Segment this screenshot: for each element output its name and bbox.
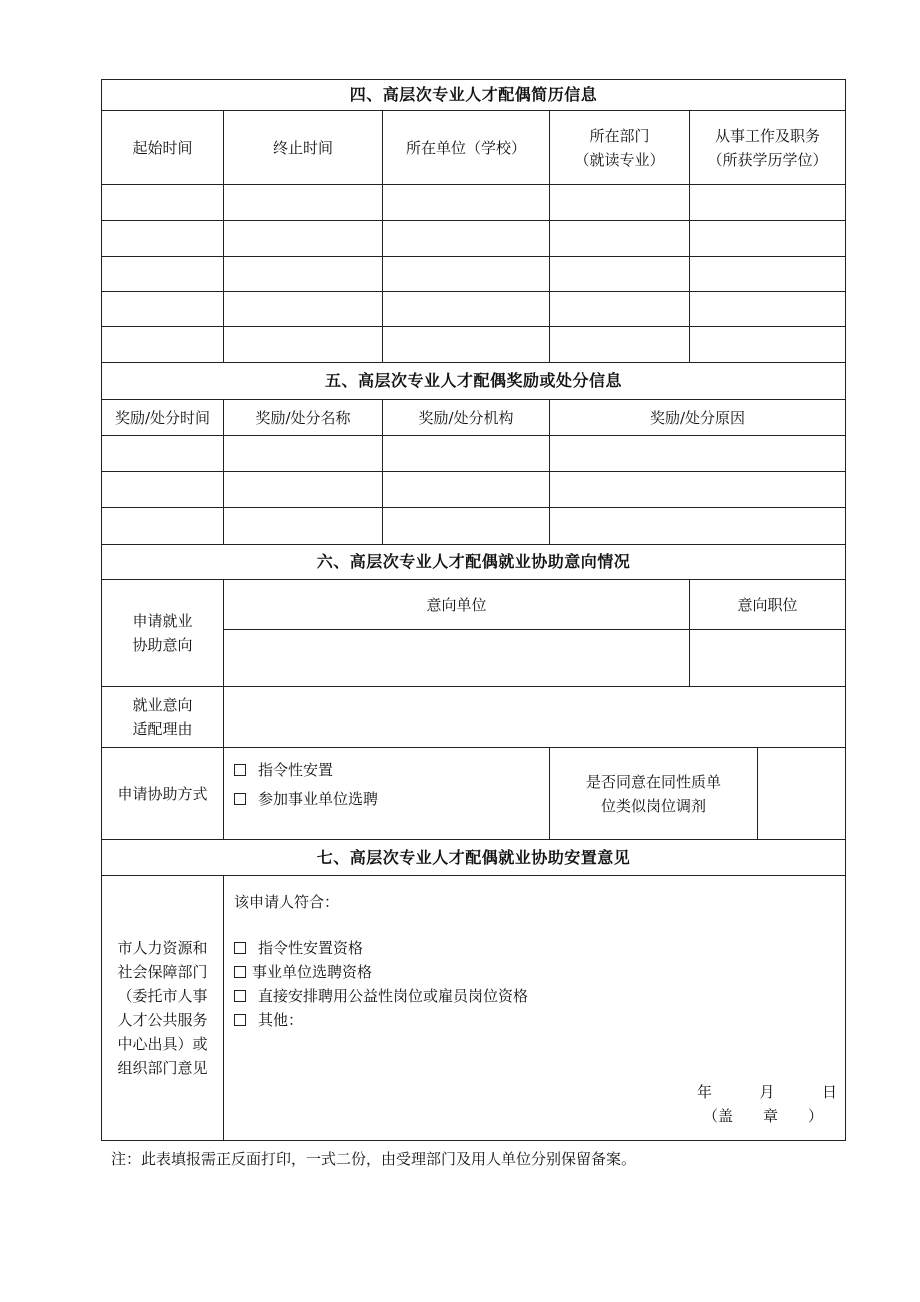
date-year: 年 bbox=[697, 1083, 713, 1101]
award-cell[interactable] bbox=[383, 472, 550, 508]
resume-cell[interactable] bbox=[690, 185, 846, 221]
qualification-label: 事业单位选聘资格 bbox=[252, 963, 373, 981]
resume-cell[interactable] bbox=[102, 221, 224, 257]
resume-row bbox=[102, 327, 846, 363]
checkbox-icon[interactable] bbox=[234, 1014, 246, 1026]
seal-close: ） bbox=[807, 1107, 823, 1125]
resume-row bbox=[102, 221, 846, 257]
header-work-line2: （所获学历学位） bbox=[707, 150, 828, 169]
agree-label-line2: 位类似岗位调剂 bbox=[600, 796, 706, 815]
method-label: 申请协助方式 bbox=[102, 748, 224, 840]
award-cell[interactable] bbox=[224, 508, 383, 545]
method-option-selection[interactable] bbox=[234, 785, 539, 814]
resume-cell[interactable] bbox=[383, 257, 550, 292]
award-cell[interactable] bbox=[102, 472, 224, 508]
seal-char: 章 bbox=[763, 1107, 779, 1125]
dept-line: 组织部门意见 bbox=[117, 1059, 208, 1077]
qualification-label: 其他： bbox=[258, 1011, 304, 1029]
header-award-org: 奖励/处分机构 bbox=[383, 400, 550, 436]
qualification-option[interactable] bbox=[234, 1008, 528, 1032]
footnote: 注：此表填报需正反面打印，一式二份，由受理部门及用人单位分别保留备案。 bbox=[111, 1150, 637, 1168]
opinion-lead: 该申请人符合： bbox=[234, 893, 340, 911]
section4-title: 四、高层次专业人才配偶简历信息 bbox=[102, 80, 846, 111]
intent-label bbox=[102, 580, 224, 687]
method-option-label: 指令性安置 bbox=[258, 761, 334, 779]
header-work-line1: 从事工作及职务 bbox=[715, 126, 821, 145]
checkbox-icon[interactable] bbox=[234, 793, 246, 805]
resume-cell[interactable] bbox=[224, 257, 383, 292]
resume-cell[interactable] bbox=[550, 185, 690, 221]
checkbox-icon[interactable] bbox=[234, 966, 246, 978]
award-row bbox=[102, 436, 846, 472]
resume-cell[interactable] bbox=[102, 185, 224, 221]
qualification-label: 直接安排聘用公益性岗位或雇员岗位资格 bbox=[258, 987, 529, 1005]
resume-cell[interactable] bbox=[383, 292, 550, 327]
qualification-option[interactable] bbox=[234, 960, 528, 984]
reason-field[interactable] bbox=[224, 687, 846, 748]
method-option-label: 参加事业单位选聘 bbox=[258, 790, 379, 808]
agree-label bbox=[550, 748, 758, 840]
header-department-line1: 所在部门 bbox=[589, 126, 650, 145]
opinion-seal bbox=[703, 1104, 823, 1128]
resume-cell[interactable] bbox=[383, 185, 550, 221]
award-row bbox=[102, 472, 846, 508]
agree-field[interactable] bbox=[758, 748, 846, 840]
intent-position-field[interactable] bbox=[690, 630, 846, 687]
qualification-option[interactable] bbox=[234, 984, 528, 1008]
header-work bbox=[690, 111, 846, 185]
method-option-directive[interactable] bbox=[234, 756, 539, 785]
reason-label-line2: 适配理由 bbox=[132, 720, 193, 738]
award-cell[interactable] bbox=[224, 436, 383, 472]
resume-cell[interactable] bbox=[383, 327, 550, 363]
header-department-line2: （就读专业） bbox=[574, 150, 665, 169]
award-cell[interactable] bbox=[102, 436, 224, 472]
qualification-option[interactable] bbox=[234, 936, 528, 960]
reason-label bbox=[102, 687, 224, 748]
award-cell[interactable] bbox=[383, 508, 550, 545]
resume-cell[interactable] bbox=[550, 292, 690, 327]
method-options bbox=[224, 748, 550, 840]
resume-cell[interactable] bbox=[690, 257, 846, 292]
opinion-date bbox=[697, 1080, 837, 1104]
agree-label-line1: 是否同意在同性质单 bbox=[585, 772, 721, 791]
intent-position-header: 意向职位 bbox=[690, 580, 846, 630]
header-award-reason: 奖励/处分原因 bbox=[550, 400, 846, 436]
opinion-dept-label bbox=[102, 876, 224, 1141]
resume-cell[interactable] bbox=[224, 292, 383, 327]
intent-unit-field[interactable] bbox=[224, 630, 690, 687]
intent-unit-header: 意向单位 bbox=[224, 580, 690, 630]
header-start-time: 起始时间 bbox=[102, 111, 224, 185]
resume-cell[interactable] bbox=[550, 221, 690, 257]
reason-label-line1: 就业意向 bbox=[132, 696, 193, 714]
resume-cell[interactable] bbox=[383, 221, 550, 257]
seal-open: （盖 bbox=[703, 1107, 734, 1125]
award-cell[interactable] bbox=[224, 472, 383, 508]
application-form bbox=[101, 79, 845, 1144]
resume-row bbox=[102, 292, 846, 327]
dept-line: 市人力资源和 bbox=[117, 939, 208, 957]
award-cell[interactable] bbox=[383, 436, 550, 472]
qualification-label: 指令性安置资格 bbox=[258, 939, 364, 957]
resume-row bbox=[102, 185, 846, 221]
header-award-name: 奖励/处分名称 bbox=[224, 400, 383, 436]
date-month: 月 bbox=[759, 1083, 775, 1101]
dept-line: 人才公共服务 bbox=[117, 1011, 208, 1029]
checkbox-icon[interactable] bbox=[234, 990, 246, 1002]
resume-cell[interactable] bbox=[690, 221, 846, 257]
resume-cell[interactable] bbox=[690, 292, 846, 327]
resume-cell[interactable] bbox=[550, 327, 690, 363]
opinion-content bbox=[224, 876, 846, 1141]
award-cell[interactable] bbox=[550, 508, 846, 545]
award-cell[interactable] bbox=[102, 508, 224, 545]
resume-cell[interactable] bbox=[224, 221, 383, 257]
resume-cell[interactable] bbox=[102, 292, 224, 327]
resume-row bbox=[102, 257, 846, 292]
qualification-options bbox=[234, 936, 528, 1032]
section7-title: 七、高层次专业人才配偶就业协助安置意见 bbox=[102, 840, 846, 876]
award-cell[interactable] bbox=[550, 436, 846, 472]
resume-cell[interactable] bbox=[102, 327, 224, 363]
form-table bbox=[101, 79, 846, 1141]
resume-cell[interactable] bbox=[550, 257, 690, 292]
award-row bbox=[102, 508, 846, 545]
dept-line: 社会保障部门 bbox=[117, 963, 208, 981]
dept-line: 中心出具）或 bbox=[117, 1035, 208, 1053]
checkbox-icon[interactable] bbox=[234, 942, 246, 954]
resume-cell[interactable] bbox=[690, 327, 846, 363]
section5-header-row bbox=[102, 400, 846, 436]
award-cell[interactable] bbox=[550, 472, 846, 508]
header-award-time: 奖励/处分时间 bbox=[102, 400, 224, 436]
section6-title: 六、高层次专业人才配偶就业协助意向情况 bbox=[102, 545, 846, 580]
header-unit: 所在单位（学校） bbox=[383, 111, 550, 185]
section4-header-row bbox=[102, 111, 846, 185]
date-day: 日 bbox=[821, 1083, 837, 1101]
header-end-time: 终止时间 bbox=[224, 111, 383, 185]
section5-title: 五、高层次专业人才配偶奖励或处分信息 bbox=[102, 363, 846, 400]
intent-label-line2: 协助意向 bbox=[132, 636, 193, 654]
resume-cell[interactable] bbox=[224, 327, 383, 363]
resume-cell[interactable] bbox=[224, 185, 383, 221]
intent-label-line1: 申请就业 bbox=[132, 612, 193, 630]
dept-line: （委托市人事 bbox=[117, 987, 208, 1005]
checkbox-icon[interactable] bbox=[234, 764, 246, 776]
header-department bbox=[550, 111, 690, 185]
resume-cell[interactable] bbox=[102, 257, 224, 292]
